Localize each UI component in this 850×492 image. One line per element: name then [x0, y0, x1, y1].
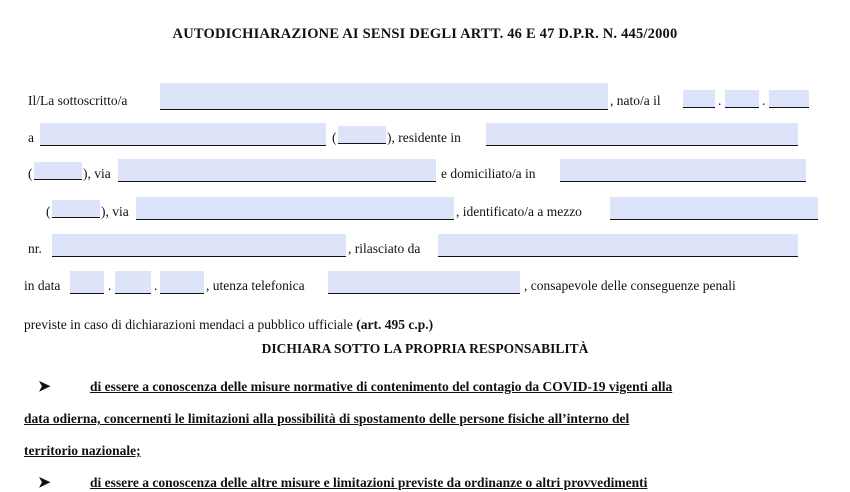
- residente-label: ), residente in: [387, 130, 461, 145]
- birth-year-field[interactable]: [769, 90, 809, 108]
- birthplace-field[interactable]: [40, 123, 326, 146]
- domiciliato-label: e domiciliato/a in: [441, 166, 536, 181]
- nato-label: , nato/a il: [610, 93, 661, 108]
- birth-month-field[interactable]: [725, 90, 759, 108]
- residence-field[interactable]: [486, 123, 798, 146]
- issue-month-field[interactable]: [115, 271, 151, 294]
- arrow-bullet-icon: ➤: [38, 379, 51, 395]
- bullet-1-line-3: territorio nazionale;: [24, 443, 141, 458]
- phone-field[interactable]: [328, 271, 520, 294]
- declaration-heading: DICHIARA SOTTO LA PROPRIA RESPONSABILITÀ: [261, 341, 589, 356]
- date-separator: .: [154, 278, 158, 293]
- a-label: a: [28, 130, 34, 145]
- utenza-label: , utenza telefonica: [206, 278, 305, 293]
- issue-day-field[interactable]: [70, 271, 104, 294]
- bullet-2-line-1: di essere a conoscenza delle altre misure e limitazioni previste da ordinanze o altri provvedimenti: [90, 475, 648, 490]
- issue-year-field[interactable]: [160, 271, 204, 294]
- id-document-field[interactable]: [610, 197, 818, 220]
- domicile-province-field[interactable]: [52, 200, 100, 218]
- via-label: ), via: [83, 166, 111, 181]
- issued-by-field[interactable]: [438, 234, 798, 257]
- rilasciato-label: , rilasciato da: [348, 241, 421, 256]
- date-separator: .: [108, 278, 112, 293]
- open-paren: (: [332, 130, 337, 145]
- document-title: AUTODICHIARAZIONE AI SENSI DEGLI ARTT. 46 E 47 D.P.R. N. 445/2000: [172, 26, 678, 42]
- domicile-field[interactable]: [560, 159, 806, 182]
- art-reference: (art. 495 c.p.): [356, 317, 434, 332]
- residence-province-field[interactable]: [34, 162, 82, 180]
- sottoscritto-label: Il/La sottoscritto/a: [28, 93, 128, 108]
- birth-day-field[interactable]: [683, 90, 715, 108]
- via-label: ), via: [101, 204, 129, 219]
- domicile-street-field[interactable]: [136, 197, 454, 220]
- identificato-label: , identificato/a a mezzo: [456, 204, 582, 219]
- nr-label: nr.: [28, 241, 42, 256]
- name-field[interactable]: [160, 83, 608, 110]
- bullet-1-line-2: data odierna, concernenti le limitazioni alla possibilità di spostamento delle persone fisiche all’interno del: [24, 411, 630, 426]
- open-paren: (: [46, 204, 51, 219]
- date-separator: .: [762, 93, 766, 108]
- document-number-field[interactable]: [52, 234, 346, 257]
- open-paren: (: [28, 166, 33, 181]
- date-separator: .: [718, 93, 722, 108]
- bullet-1-line-1: di essere a conoscenza delle misure normative di contenimento del contagio da COVID-19 vigenti alla: [90, 379, 673, 394]
- previste-text: previste in caso di dichiarazioni mendaci a pubblico ufficiale (art. 495 c.p.): [24, 317, 434, 332]
- data-label: in data: [24, 278, 61, 293]
- residence-street-field[interactable]: [118, 159, 436, 182]
- consapevole-label: , consapevole delle conseguenze penali: [524, 278, 736, 293]
- birth-province-field[interactable]: [338, 126, 386, 144]
- arrow-bullet-icon: ➤: [38, 475, 51, 491]
